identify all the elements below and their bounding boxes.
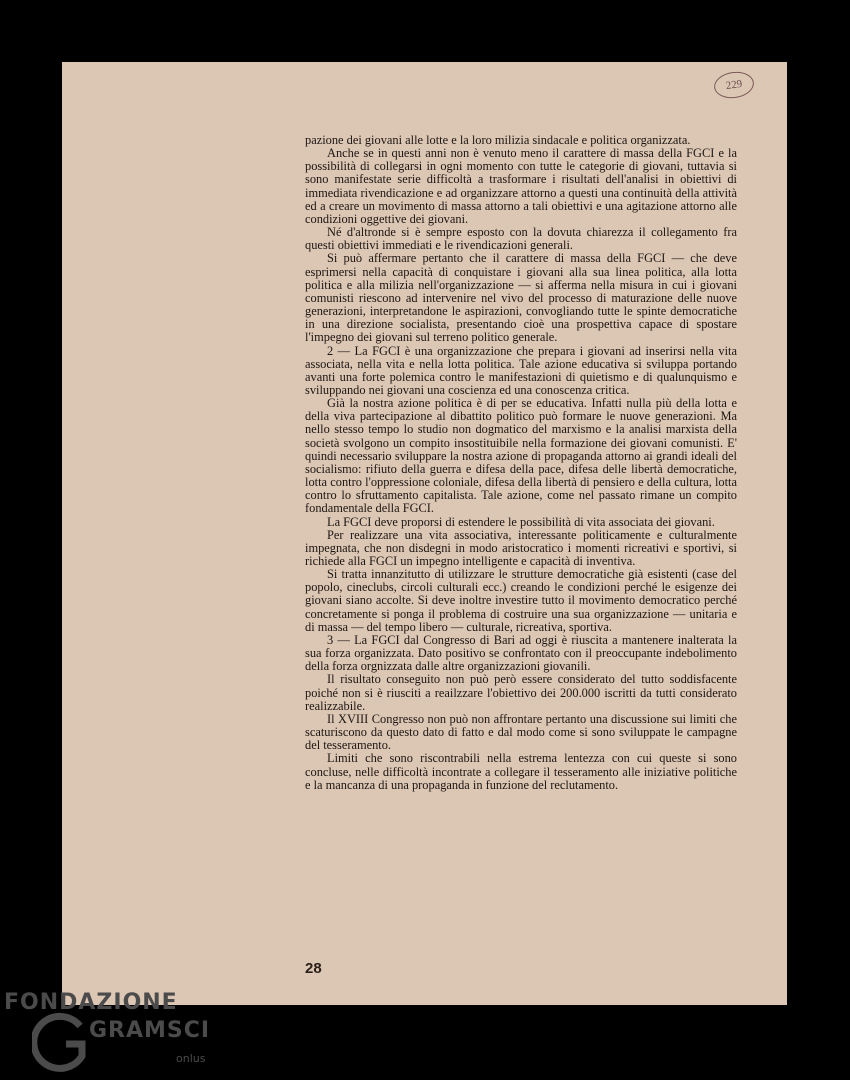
page-number: 28 <box>305 960 322 977</box>
paragraph: Né d'altronde si è sempre esposto con la dovuta chiarezza il collegamento fra questi obiettivi immediati e le rivendicazioni generali. <box>305 225 737 253</box>
paragraph: Il risultato conseguito non può però essere considerato del tutto soddisfacente poiché non si è riusciti a reailzzare l'obiettivo dei 200.000 iscritti da tutti considerato realizzabile. <box>305 672 737 713</box>
paragraph: Anche se in questi anni non è venuto meno il carattere di massa della FGCI e la possibilità di collegarsi in ogni momento con tutte le categorie di giovani, tuttavia si sono manifestate serie difficoltà a trasformare i risultati dell'analisi in obiettivi di immediata rivendicazione e ad organizzare attorno a questi una continuità della attività ed a creare un movimento di massa attorno a tali obiettivi e una agitazione attorno alle condizioni oggettive dei giovani. <box>305 146 737 226</box>
paragraph: Si tratta innanzitutto di utilizzare le strutture democratiche già esistenti (case del popolo, cineclubs, circoli culturali ecc.) creando le condizioni perché le esigenze dei giovani siano accolte. Si deve inoltre investire tutto il movimento democratico perché concretamente si ponga il problema di costruire una sua organizzazione — unitaria e di massa — del tempo libero — culturale, ricreativa, sportiva. <box>305 567 737 634</box>
watermark-line-1: FONDAZIONE <box>4 990 178 1015</box>
paragraph: Per realizzare una vita associativa, interessante politicamente e culturalmente impegnata, che non disdegni in modo aristocratico i momenti ricreativi e sportivi, si richiede alla FGCI un impegno intelligente e capacità di inventiva. <box>305 527 737 568</box>
document-body <box>305 134 737 792</box>
paragraph: La FGCI deve proporsi di estendere le possibilità di vita associata dei giovani. <box>327 514 715 529</box>
paragraph: 3 — La FGCI dal Congresso di Bari ad oggi è riuscita a mantenere inalterata la sua forza organizzata. Dato positivo se confrontato con il preoccupante indebolimento della forza orgnizzata dalle altre organizzazioni giovanili. <box>305 632 737 674</box>
paragraph: 2 — La FGCI è una organizzazione che prepara i giovani ad inserirsi nella vita associata, nella vita e nella lotta politica. Tale azione educativa si sviluppa portando avanti una forte polemica contro le manifestazioni di quietismo e di qualunquismo e sviluppando nei giovani una coscienza ed una conoscenza critica. <box>305 343 737 397</box>
fondazione-gramsci-watermark <box>4 990 214 1078</box>
gramsci-g-icon <box>32 1012 92 1074</box>
paragraph: Limiti che sono riscontrabili nella estrema lentezza con cui queste si sono concluse, nelle difficoltà incontrate a collegare il tesseramento alle iniziative politiche e la mancanza di una propaganda in funzione del reclutamento. <box>305 751 737 792</box>
paragraph: Già la nostra azione politica è di per se educativa. Infatti nulla più della lotta e della viva partecipazione al dibattito politico può formare le nuove generazioni. Ma nello stesso tempo lo studio non dogmatico del marxismo e la analisi marxista della società svolgono un compito insostituibile nella formazione dei giovani comunisti. E' quindi necessario sviluppare la nostra azione di propaganda attorno ai grandi ideali del socialismo: rifiuto della guerra e difesa della pace, difesa delle libertà democratiche, lotta contro l'oppressione coloniale, difesa della libertà di pensiero e della cultura, lotta contro lo sfruttamento capitalista. Tale azione, come nel passato rimane un compito fondamentale della FGCI. <box>305 396 737 516</box>
watermark-line-2: GRAMSCI <box>89 1018 211 1043</box>
document-page <box>62 62 787 1005</box>
watermark-line-3: onlus <box>176 1052 206 1065</box>
paragraph: Si può affermare pertanto che il carattere di massa della FGCI — che deve esprimersi nella capacità di conquistare i giovani alla sua linea politica, alla lotta politica e alla milizia nell'organizzazione — si afferma nella misura in cui i giovani comunisti riescono ad intervenire nel vivo del processo di maturazione delle nuove generazioni, interpretandone le aspirazioni, convogliando tutte le spinte democratiche in una direzione socialista, presentando cioè una prospettiva capace di spostare l'impegno dei giovani sul terreno politico generale. <box>305 251 737 345</box>
archive-stamp: 229 <box>712 69 755 100</box>
paragraph: Il XVIII Congresso non può non affrontare pertanto una discussione sui limiti che scaturiscono da questo dato di fatto e dal modo come si sono sviluppate le campagne del tesseramento. <box>305 711 737 753</box>
paragraph: pazione dei giovani alle lotte e la loro milizia sindacale e politica organizzata. <box>305 133 691 147</box>
